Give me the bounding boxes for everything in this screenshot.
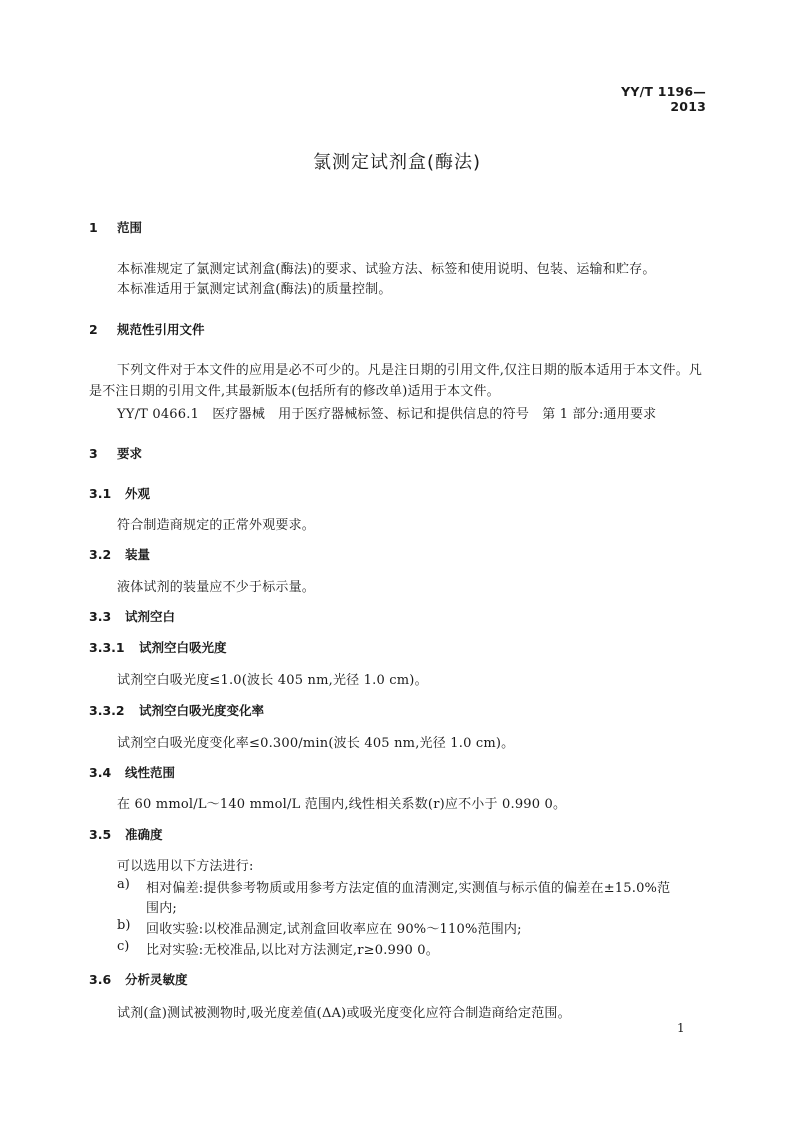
section-number: 3.1 [89, 486, 112, 501]
paragraph: 液体试剂的装量应不少于标示量。 [117, 580, 316, 595]
section-title: 分析灵敏度 [125, 972, 188, 987]
section-number: 3.2 [89, 547, 112, 562]
section-title: 要求 [117, 446, 143, 461]
section-3-3-1-heading [89, 638, 227, 656]
section-title: 范围 [117, 220, 143, 235]
section-number: 3.4 [89, 765, 112, 780]
section-number: 2 [89, 322, 98, 337]
section-title: 外观 [125, 486, 151, 501]
section-3-4-heading [89, 763, 175, 781]
paragraph: 符合制造商规定的正常外观要求。 [117, 518, 316, 533]
section-number: 1 [89, 220, 98, 235]
list-text-continued: 围内; [146, 901, 177, 916]
section-title: 试剂空白吸光度变化率 [139, 703, 265, 718]
section-3-6-heading [89, 970, 188, 988]
section-3-3-heading [89, 607, 175, 625]
paragraph: 下列文件对于本文件的应用是必不可少的。凡是注日期的引用文件,仅注日期的版本适用于本文件。凡是不注日期的引用文件,其最新版本(包括所有的修改单)适用于本文件。 [89, 363, 703, 399]
list-label: a) [117, 877, 130, 892]
list-text: 比对实验:无校准品,以比对方法测定,r≥0.990 0。 [146, 943, 439, 958]
section-3-2-heading [89, 545, 150, 563]
section-number: 3.3.1 [89, 640, 125, 655]
list-label: b) [117, 918, 131, 933]
list-label: c) [117, 939, 130, 954]
paragraph: 可以选用以下方法进行: [117, 859, 254, 874]
paragraph: 试剂空白吸光度变化率≤0.300/min(波长 405 nm,光径 1.0 cm)。 [117, 736, 515, 751]
section-3-1-heading [89, 484, 150, 502]
document-title: 氯测定试剂盒(酶法) [312, 152, 482, 173]
paragraph: 本标准适用于氯测定试剂盒(酶法)的质量控制。 [117, 282, 392, 297]
paragraph: 本标准规定了氯测定试剂盒(酶法)的要求、试验方法、标签和使用说明、包装、运输和贮存。 [117, 262, 656, 277]
reference-entry: YY/T 0466.1 医疗器械 用于医疗器械标签、标记和提供信息的符号 第 1 部分:通用要求 [117, 407, 657, 422]
section-3-heading [89, 444, 142, 462]
paragraph: 试剂(盒)测试被测物时,吸光度差值(ΔA)或吸光度变化应符合制造商给定范围。 [117, 1006, 571, 1021]
page-number: 1 [677, 1021, 685, 1035]
paragraph: 试剂空白吸光度≤1.0(波长 405 nm,光径 1.0 cm)。 [117, 673, 428, 688]
section-title: 装量 [125, 547, 151, 562]
list-text: 相对偏差:提供参考物质或用参考方法定值的血清测定,实测值与标示值的偏差在±15.0%范 [146, 881, 671, 896]
section-title: 线性范围 [125, 765, 176, 780]
section-title: 规范性引用文件 [117, 322, 205, 337]
section-title: 准确度 [125, 827, 163, 842]
list-text: 回收实验:以校准品测定,试剂盒回收率应在 90%～110%范围内; [146, 922, 522, 937]
section-3-5-heading [89, 825, 163, 843]
section-number: 3.5 [89, 827, 112, 842]
section-number: 3.3.2 [89, 703, 125, 718]
section-title: 试剂空白吸光度 [139, 640, 227, 655]
section-number: 3.6 [89, 972, 112, 987]
section-1-heading [89, 218, 142, 236]
paragraph: 在 60 mmol/L～140 mmol/L 范围内,线性相关系数(r)应不小于 0.990 0。 [117, 797, 567, 812]
section-number: 3.3 [89, 609, 112, 624]
section-title: 试剂空白 [125, 609, 176, 624]
section-number: 3 [89, 446, 98, 461]
section-2-heading [89, 320, 205, 338]
standard-code: YY/T 1196—2013 [621, 84, 706, 114]
section-3-3-2-heading [89, 701, 264, 719]
